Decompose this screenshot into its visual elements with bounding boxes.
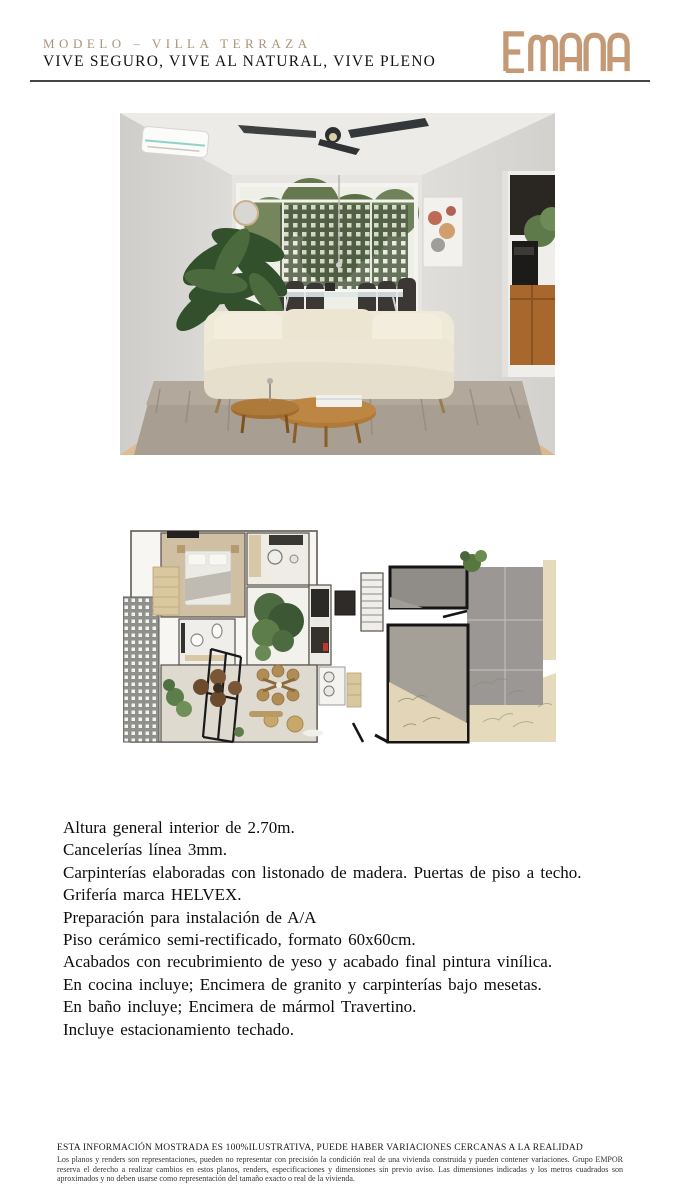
feature-item	[45, 996, 645, 1018]
ac-unit-icon	[141, 126, 209, 158]
feature-item	[45, 907, 645, 929]
feature-text: En cocina incluye; Encimera de granito y carpinterías bajo mesetas.	[63, 974, 542, 994]
feature-item	[45, 929, 645, 951]
tagline: VIVE SEGURO, VIVE AL NATURAL, VIVE PLENO	[43, 53, 437, 70]
living-room-render-photo	[120, 113, 555, 455]
bullet-dash	[45, 996, 63, 1018]
feature-item	[45, 1019, 645, 1041]
features-list	[45, 817, 645, 1041]
floor-plan-render	[123, 527, 556, 748]
feature-text: Acabados con recubrimiento de yeso y acabado final pintura vinílica.	[63, 952, 553, 972]
bullet-dash	[45, 907, 63, 929]
bullet-dash	[45, 929, 63, 951]
feature-item	[45, 862, 645, 884]
feature-item	[45, 951, 645, 973]
feature-text: Piso cerámico semi-rectificado, formato 60x60cm.	[63, 930, 416, 950]
feature-text: En baño incluye; Encimera de mármol Travertino.	[63, 997, 417, 1017]
bullet-dash	[45, 817, 63, 839]
bullet-dash	[45, 974, 63, 996]
bullet-dash	[45, 839, 63, 861]
disclaimer-body: Los planos y renders son representaciones, pueden no representar con precisión la condición real de una vivienda construida y pueden contener variaciones. Grupo EMPOR reserva el derecho a realizar cambios en estos planos, renders, especificaciones y dimensiones sin previo aviso. Las dimensiones indicadas y los metros cuadrados son aproximados y no deben usarse como representación del tamaño exacto o real de la vivienda.	[57, 1155, 623, 1184]
footer-disclaimer	[57, 1143, 623, 1184]
header-divider	[30, 80, 650, 82]
feature-text: Carpinterías elaboradas con listonado de madera. Puertas de piso a techo.	[63, 862, 582, 882]
bullet-dash	[45, 884, 63, 906]
feature-item	[45, 884, 645, 906]
feature-text: Cancelerías línea 3mm.	[63, 840, 228, 860]
feature-text: Altura general interior de 2.70m.	[63, 818, 295, 837]
feature-text: Grifería marca HELVEX.	[63, 885, 242, 905]
bullet-dash	[45, 1019, 63, 1041]
feature-text: Incluye estacionamiento techado.	[63, 1019, 295, 1039]
feature-text: Preparación para instalación de A/A	[63, 907, 317, 927]
bullet-dash	[45, 951, 63, 973]
emana-logo-icon	[497, 31, 637, 73]
wall-art	[423, 197, 463, 267]
feature-item	[45, 839, 645, 861]
feature-item	[45, 974, 645, 996]
bullet-dash	[45, 862, 63, 884]
feature-item	[45, 817, 645, 839]
disclaimer-title: ESTA INFORMACIÓN MOSTRADA ES 100%ILUSTRATIVA, PUEDE HABER VARIACIONES CERCANAS A LA REALIDAD	[57, 1143, 583, 1153]
model-title: MODELO – VILLA TERRAZA	[43, 36, 312, 51]
kitchen-doorway	[502, 171, 555, 377]
